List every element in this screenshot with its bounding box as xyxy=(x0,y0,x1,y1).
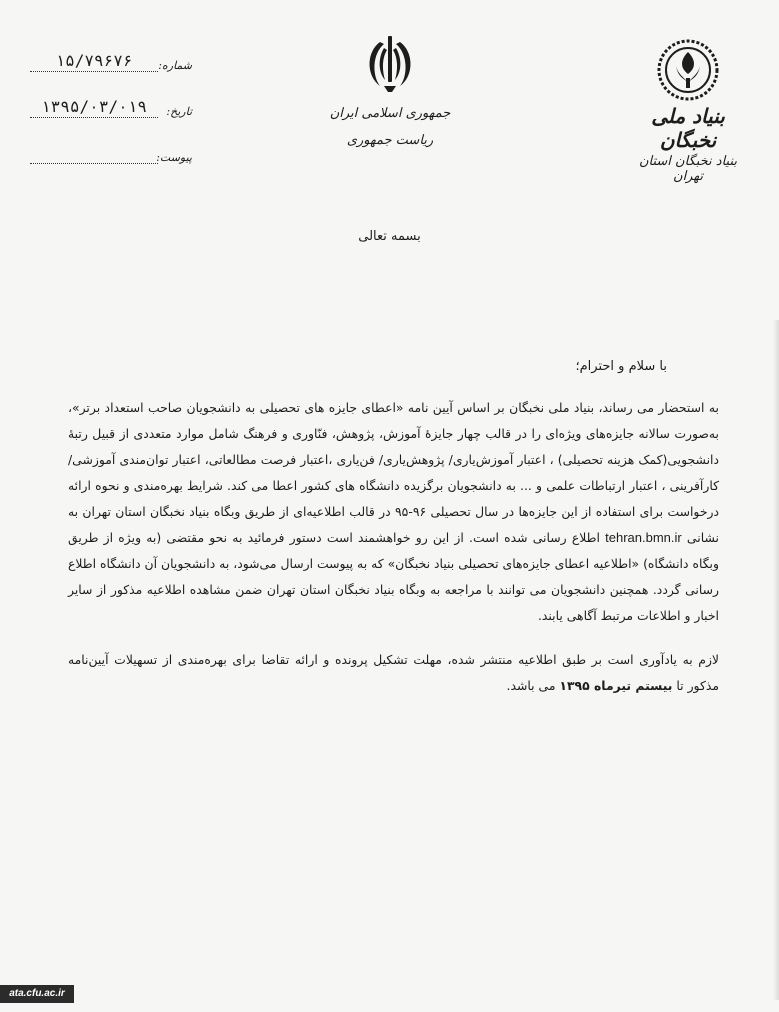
body-p2-text-end: می باشد. xyxy=(506,678,556,693)
page-edge-shadow xyxy=(773,320,779,1000)
org-subtitle: بنیاد نخبگان استان تهران xyxy=(638,154,738,184)
org-name: بنیاد ملی نخبگان xyxy=(651,104,725,152)
deadline-date: بیستم تیرماه ۱۳۹۵ xyxy=(559,678,673,693)
letter-number-label: شماره: xyxy=(158,59,192,72)
letter-date-label: تاریخ: xyxy=(166,105,192,118)
letter-date-field xyxy=(22,98,192,120)
gov-header xyxy=(320,34,460,148)
org-header xyxy=(633,38,743,184)
greeting-line: با سلام و احترام؛ xyxy=(575,359,667,374)
gov-name: جمهوری اسلامی ایران xyxy=(329,106,451,121)
gov-subtitle: ریاست جمهوری xyxy=(346,133,434,148)
letter-attachment-field xyxy=(22,144,192,166)
body-p1-text-cont: اطلاع رسانی شده است. از این رو خواهشمند است دستور فرمائید به نحو مقتضی (به ویژه از طریق وبگاه دانشگاه) «اطلاعیه اعطای جایزه‌های تحصیلی بنیاد نخبگان» که به پیوست ارسال می‌شود، به دانشجویان آن دانشگاه اطلاع رسانی گردد. همچنین دانشجویان می توانند با مراجعه به وبگاه بنیاد نخبگان استان تهران ضمن مشاهده اطلاعیه مذکور از سایر اخبار و اطلاعات مرتبط آگاهی یابند. xyxy=(68,530,719,623)
body-paragraph-1 xyxy=(68,395,719,629)
body-paragraph-2 xyxy=(68,647,719,699)
source-watermark-badge: ata.cfu.ac.ir xyxy=(0,985,74,1003)
foundation-emblem-icon xyxy=(656,38,720,102)
letter-number-field xyxy=(22,52,192,74)
website-link: tehran.bmn.ir xyxy=(605,530,682,545)
letter-number-value: ۱۵/۷۹۶۷۶ xyxy=(30,51,158,72)
letter-body xyxy=(68,395,719,699)
basmala-heading: بسمه تعالی xyxy=(358,229,421,244)
body-p2-text: لازم به یادآوری است بر طبق اطلاعیه منتشر شده، مهلت تشکیل پرونده و ارائه تقاضا برای بهره‌مندی از تسهیلات آیین‌نامه مذکور تا xyxy=(68,652,719,693)
body-p1-text: به استحضار می رساند، بنیاد ملی نخبگان بر اساس آیین نامه «اعطای جایزه های تحصیلی به دانشجویان صاحب استعداد برتر»، به‌صورت سالانه جایزه‌های ویژه‌ای را در قالب چهار جایزهٔ آموزش، پژوهش، فنّاوری و فرهنگ شامل موارد متعددی از قبیل رتبهٔ دانشجویی(کمک هزینه تحصیلی) ، اعتبار آموزش‌یاری/ پژوهش‌یاری/ فن‌یاری ،اعتبار فرصت مطالعاتی، اعتبار توان‌مندی آموزشی/ کارآفرینی ، اعتبار ارتباطات علمی و ... به دانشجویان برگزیده دانشگاه های کشور اعطا می کند. شرایط بهره‌مندی و نحوه ارائه درخواست برای استفاده از این جایزه‌ها در سال تحصیلی ۹۶-۹۵ در قالب اطلاعیه‌ای از طریق وبگاه بنیاد نخبگان استان تهران به نشانی xyxy=(68,400,719,545)
iran-emblem-icon xyxy=(358,34,422,96)
letter-date-value: ۱۳۹۵/۰۳/۰۱۹ xyxy=(30,97,158,118)
letter-attachment-value xyxy=(30,143,158,164)
letter-attachment-label: پیوست: xyxy=(156,151,192,164)
